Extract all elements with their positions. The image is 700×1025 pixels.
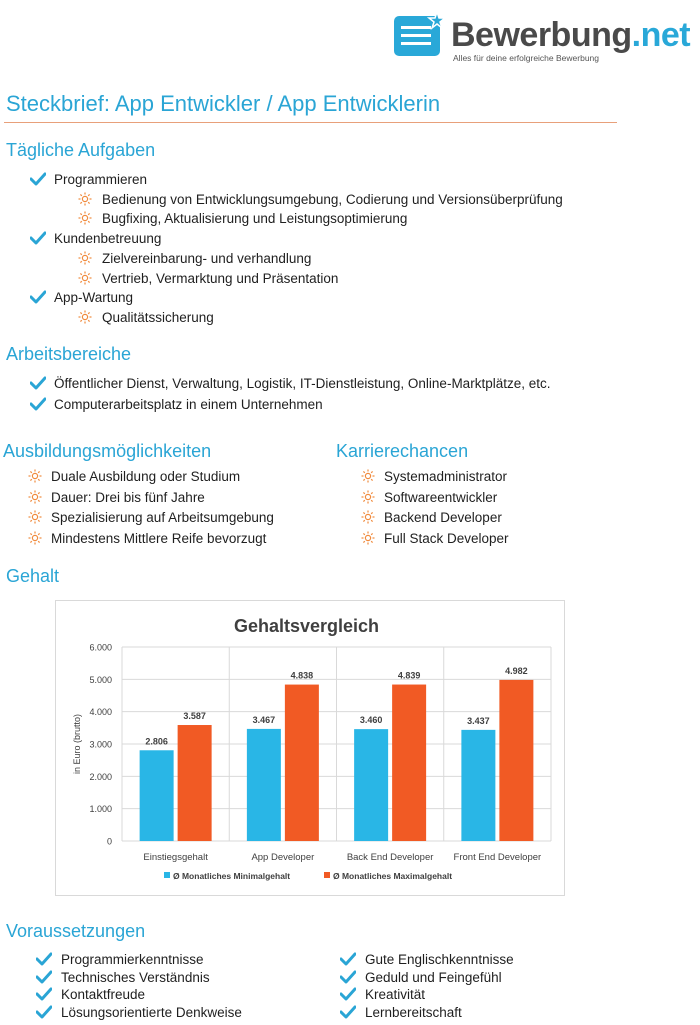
check-icon — [36, 970, 52, 984]
check-icon — [36, 952, 52, 966]
x-tick-label: Back End Developer — [346, 852, 434, 863]
bar-maximalgehalt — [499, 680, 533, 841]
y-tick-label: 6.000 — [89, 642, 112, 653]
lightbulb-icon — [28, 531, 42, 545]
lightbulb-icon — [28, 490, 42, 504]
heading-voraussetzungen: Voraussetzungen — [6, 921, 146, 941]
bar-maximalgehalt — [178, 725, 212, 841]
lightbulb-icon — [28, 510, 42, 524]
voraussetzung-item — [36, 951, 242, 969]
bar-maximalgehalt — [285, 685, 319, 841]
legend-label: Ø Monatliches Maximalgehalt — [333, 871, 453, 881]
karriere-item — [361, 508, 509, 529]
voraussetzung-text: Technisches Verständnis — [61, 969, 210, 985]
voraussetzung-item — [340, 951, 514, 969]
title-divider — [4, 122, 617, 123]
ausbildung-item — [28, 529, 274, 550]
karriere-item — [361, 488, 509, 509]
check-icon — [340, 952, 356, 966]
data-label: 3.587 — [183, 711, 206, 722]
aufgaben-subitem — [30, 209, 563, 229]
ausbildung-text: Spezialisierung auf Arbeitsumgebung — [51, 510, 274, 525]
legend-label: Ø Monatliches Minimalgehalt — [173, 871, 291, 881]
aufgaben-subitem — [30, 249, 563, 269]
voraussetzung-text: Lösungsorientierte Denkweise — [61, 1005, 242, 1021]
lightbulb-icon — [361, 510, 375, 524]
logo-suffix: .net — [631, 16, 691, 54]
check-icon — [30, 172, 46, 186]
voraussetzung-item — [36, 969, 242, 987]
aufgaben-sub-text: Bedienung von Entwicklungsumgebung, Codierung und Versionsüberprüfung — [102, 191, 563, 207]
x-tick-label: Front End Developer — [453, 852, 542, 863]
voraussetzung-text: Kreativität — [365, 987, 426, 1003]
page-title: Steckbrief: App Entwickler / App Entwicklerin — [6, 91, 441, 116]
chart-title: Gehaltsvergleich — [233, 616, 380, 636]
aufgaben-label: Kundenbetreuung — [54, 231, 162, 247]
bar-minimalgehalt — [354, 729, 388, 841]
aufgaben-sub-text: Bugfixing, Aktualisierung und Leistungsoptimierung — [102, 211, 408, 227]
chart-canvas — [56, 601, 564, 895]
karriere-text: Full Stack Developer — [384, 530, 509, 546]
voraussetzung-item — [340, 969, 514, 987]
arbeitsbereiche-text: Öffentlicher Dienst, Verwaltung, Logistik, IT-Dienstleistung, Online-Marktplätze, etc. — [54, 376, 551, 391]
y-tick-label: 4.000 — [89, 707, 112, 718]
logo-wordmark — [451, 16, 690, 55]
y-tick-label: 2.000 — [89, 771, 112, 782]
voraussetzung-item — [36, 1004, 242, 1022]
aufgaben-group — [30, 288, 563, 308]
lightbulb-icon — [78, 251, 92, 265]
lightbulb-icon — [361, 469, 375, 483]
aufgaben-sub-text: Qualitätssicherung — [102, 309, 214, 325]
check-icon — [30, 376, 46, 390]
lightbulb-icon — [28, 469, 42, 483]
data-label: 3.460 — [359, 715, 383, 726]
arbeitsbereiche-item — [30, 395, 550, 416]
aufgaben-label: Programmieren — [54, 172, 148, 187]
ausbildung-item — [28, 467, 274, 488]
karriere-list — [361, 467, 509, 549]
bar-minimalgehalt — [247, 729, 281, 841]
lightbulb-icon — [78, 310, 92, 324]
logo[interactable] — [393, 2, 698, 66]
check-icon — [36, 987, 52, 1001]
voraussetzung-text: Gute Englischkenntnisse — [365, 952, 514, 967]
aufgaben-subitem — [30, 308, 563, 328]
ausbildung-item — [28, 488, 274, 509]
arbeitsbereiche-list — [30, 374, 550, 415]
data-label: 4.982 — [505, 665, 528, 676]
logo-name: Bewerbung — [451, 16, 632, 54]
ausbildung-text: Dauer: Drei bis fünf Jahre — [51, 489, 205, 505]
legend-swatch-max — [324, 872, 330, 878]
voraussetzung-item — [36, 986, 242, 1004]
data-label: 4.838 — [290, 670, 314, 681]
voraussetzung-text: Programmierkenntnisse — [61, 952, 204, 967]
y-axis-label: in Euro (brutto) — [72, 713, 82, 775]
x-tick-label: Einstiegsgehalt — [143, 852, 208, 863]
aufgaben-subitem — [30, 190, 563, 210]
check-icon — [340, 1005, 356, 1019]
aufgaben-list — [30, 170, 563, 328]
voraussetzungen-list-right — [340, 951, 514, 1022]
check-icon — [30, 231, 46, 245]
heading-gehalt: Gehalt — [6, 566, 60, 586]
heading-karrierechancen: Karrierechancen — [336, 441, 469, 461]
bar-minimalgehalt — [140, 750, 174, 841]
aufgaben-group — [30, 229, 563, 249]
karriere-text: Softwareentwickler — [384, 489, 498, 505]
logo-tagline: Alles für deine erfolgreiche Bewerbung — [453, 53, 600, 63]
y-tick-label: 3.000 — [89, 739, 112, 750]
bar-maximalgehalt — [392, 685, 426, 841]
aufgaben-label: App-Wartung — [54, 290, 134, 306]
aufgaben-group — [30, 170, 563, 190]
arbeitsbereiche-text: Computerarbeitsplatz in einem Unternehmen — [54, 396, 323, 412]
ausbildung-list — [28, 467, 274, 549]
voraussetzung-item — [340, 986, 514, 1004]
lightbulb-icon — [361, 490, 375, 504]
y-tick-label: 0 — [106, 836, 112, 847]
lightbulb-icon — [78, 192, 92, 206]
voraussetzung-item — [340, 1004, 514, 1022]
ausbildung-text: Duale Ausbildung oder Studium — [51, 469, 241, 484]
legend-swatch-min — [164, 872, 170, 878]
voraussetzung-text: Kontaktfreude — [61, 987, 146, 1003]
aufgaben-sub-text: Zielvereinbarung- und verhandlung — [102, 250, 312, 266]
check-icon — [30, 397, 46, 411]
voraussetzung-text: Geduld und Feingefühl — [365, 969, 502, 985]
y-tick-label: 5.000 — [89, 674, 112, 685]
karriere-item — [361, 529, 509, 550]
check-icon — [30, 290, 46, 304]
ausbildung-item — [28, 508, 274, 529]
karriere-item — [361, 467, 509, 488]
arbeitsbereiche-item — [30, 374, 550, 395]
lightbulb-icon — [78, 211, 92, 225]
data-label: 4.839 — [397, 670, 421, 681]
karriere-text: Systemadministrator — [384, 469, 508, 484]
check-icon — [36, 1005, 52, 1019]
voraussetzung-text: Lernbereitschaft — [365, 1005, 462, 1021]
salary-chart — [55, 600, 565, 896]
heading-arbeitsbereiche: Arbeitsbereiche — [6, 344, 132, 364]
heading-ausbildung: Ausbildungsmöglichkeiten — [3, 441, 212, 461]
data-label: 2.806 — [145, 736, 168, 747]
voraussetzungen-list-left — [36, 951, 242, 1022]
ausbildung-text: Mindestens Mittlere Reife bevorzugt — [51, 530, 267, 546]
heading-taegliche-aufgaben: Tägliche Aufgaben — [6, 140, 156, 160]
bar-minimalgehalt — [461, 730, 495, 841]
check-icon — [340, 987, 356, 1001]
data-label: 3.437 — [467, 715, 490, 726]
aufgaben-sub-text: Vertrieb, Vermarktung und Präsentation — [102, 270, 339, 286]
lightbulb-icon — [361, 531, 375, 545]
aufgaben-subitem — [30, 269, 563, 289]
karriere-text: Backend Developer — [384, 510, 502, 525]
data-label: 3.467 — [252, 714, 276, 725]
check-icon — [340, 970, 356, 984]
y-tick-label: 1.000 — [89, 804, 112, 815]
lightbulb-icon — [78, 271, 92, 285]
x-tick-label: App Developer — [251, 852, 315, 863]
document-logo-icon — [393, 10, 449, 58]
